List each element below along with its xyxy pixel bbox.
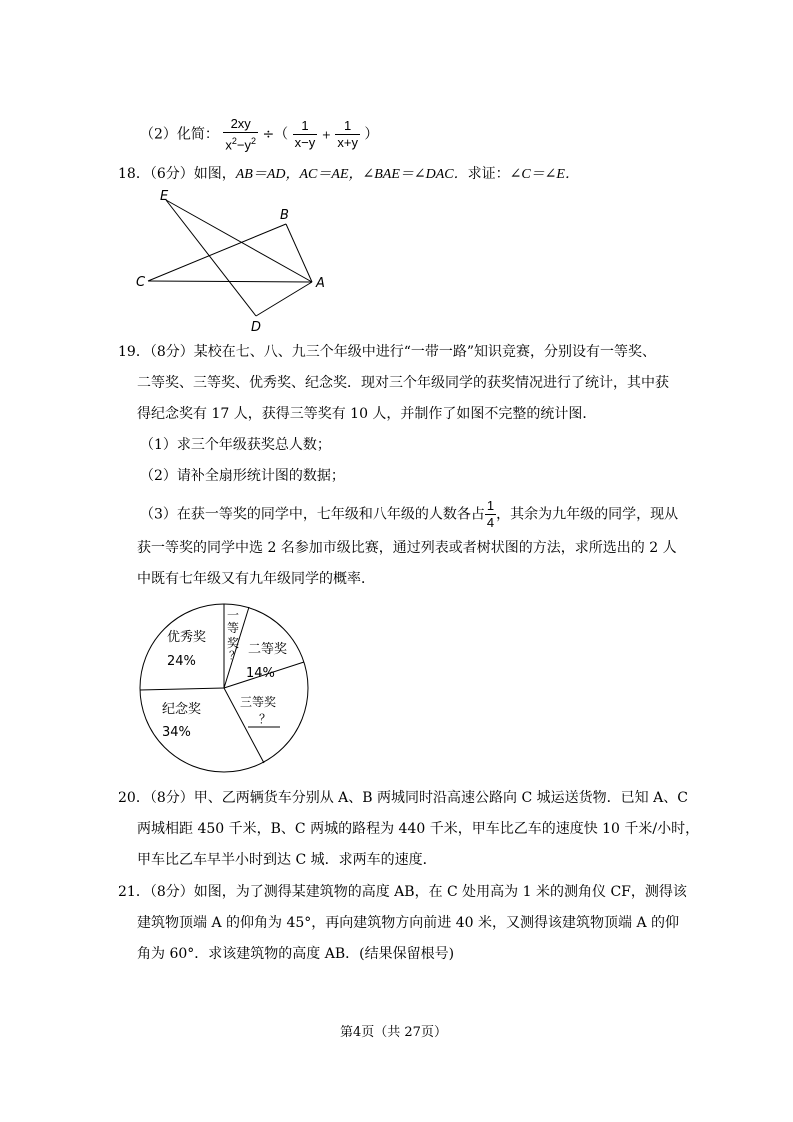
q17-fraction-3: $\frac{1}{x+y}$ [337,118,358,151]
q17-plus: + [321,128,331,142]
label-B: B [280,208,289,223]
q19-line1: 19．（8分）某校在七、八、九三个年级中进行“一带一路”知识竞赛，分别设有一等奖、 [118,344,657,360]
slice-label-first-c1: 一 [227,608,240,622]
label-D: D [251,320,262,335]
q17-part-label: （2）化简： [140,126,219,143]
q17-divide: ÷（ [262,126,289,143]
slice-label-third: 三等奖 [240,695,277,709]
q20-line2: 两城相距 450 千米，B、C 两城的路程为 440 千米，甲车比乙车的速度快 10 千米/小时， [137,821,700,837]
q19-line4: 获一等奖的同学中选 2 名参加市级比赛，通过列表或者树状图的方法，求所选出的 2 人 [137,540,677,556]
slice-value-second: 14% [246,666,275,681]
q21-line1: 21．（8分）如图，为了测得某建筑物的高度 AB，在 C 处用高为 1 米的测角仪 CF，测得该 [118,884,687,900]
slice-value-souvenir: 34% [162,725,191,740]
slice-label-excellent: 优秀奖 [167,630,207,645]
slice-value-third: ？ [259,712,272,726]
slice-label-first-c3: 奖 [227,636,240,650]
q19-sub2: （2）请补全扇形统计图的数据； [140,468,345,484]
q19-pie-chart [138,602,314,778]
q18-statement: 18．（6分）如图，AB＝AD，AC＝AE，∠BAE＝∠DAC．求证：∠C＝∠E． [118,166,579,182]
q18-conditions: AB＝AD，AC＝AE，∠BAE＝∠DAC． [235,167,468,182]
q17-close: ） [364,126,379,143]
segment-EA [166,200,312,282]
q17-fraction-2: $\frac{1}{x-y}$ [294,118,316,151]
slice-label-first-c2: 等 [227,621,240,635]
q21-line2: 建筑物顶端 A 的仰角为 45°，再向建筑物方向前进 40 米，又测得该建筑物顶端 A 的仰 [137,915,679,931]
label-A: A [316,276,325,291]
q18-figure [130,188,340,338]
slice-label-souvenir: 纪念奖 [162,702,202,717]
segment-ED [166,200,256,316]
q19-line3: 得纪念奖有 17 人，获得三等奖有 10 人，并制作了如图不完整的统计图． [137,406,597,422]
segment-BA [286,224,312,282]
slice-value-excellent: 24% [167,654,196,669]
q19-line2: 二等奖、三等奖、优秀奖、纪念奖．现对三个年级同学的获奖情况进行了统计，其中获 [137,375,669,391]
q17-part2 [140,116,378,153]
q20-line3: 甲车比乙车早半小时到达 C 城．求两车的速度． [137,852,437,868]
q19-fraction: $\frac{1}{4}$ [486,498,495,530]
segment-CA [148,281,312,282]
segment-DA [256,282,312,316]
q21-line3: 角为 60°．求该建筑物的高度 AB．(结果保留根号) [137,946,455,962]
q19-sub1: （1）求三个年级获奖总人数； [140,437,331,453]
label-C: C [136,275,146,290]
q19-line5: 中既有七年级又有九年级同学的概率． [137,571,375,587]
q17-fraction-1: $\frac{2xy}{x^2-y^2}$ [225,116,256,153]
page-footer: 第4页（共 27页） [340,1025,447,1040]
slice-value-first: ？ [229,649,240,662]
segment-CB [148,224,286,281]
q19-sub3: （3）在获一等奖的同学中，七年级和八年级的人数各占 $\frac{1}{4}$ ，其余为九年级的同学，现从 [140,498,679,530]
q20-line1: 20．（8分）甲、乙两辆货车分别从 A、B 两城同时沿高速公路向 C 城运送货物．已知 A、C [118,790,688,806]
label-E: E [160,189,169,204]
q18-goal: ∠C＝∠E． [509,167,579,182]
slice-label-second: 二等奖 [248,642,288,657]
q18-number: 18．（6分） [118,166,194,182]
